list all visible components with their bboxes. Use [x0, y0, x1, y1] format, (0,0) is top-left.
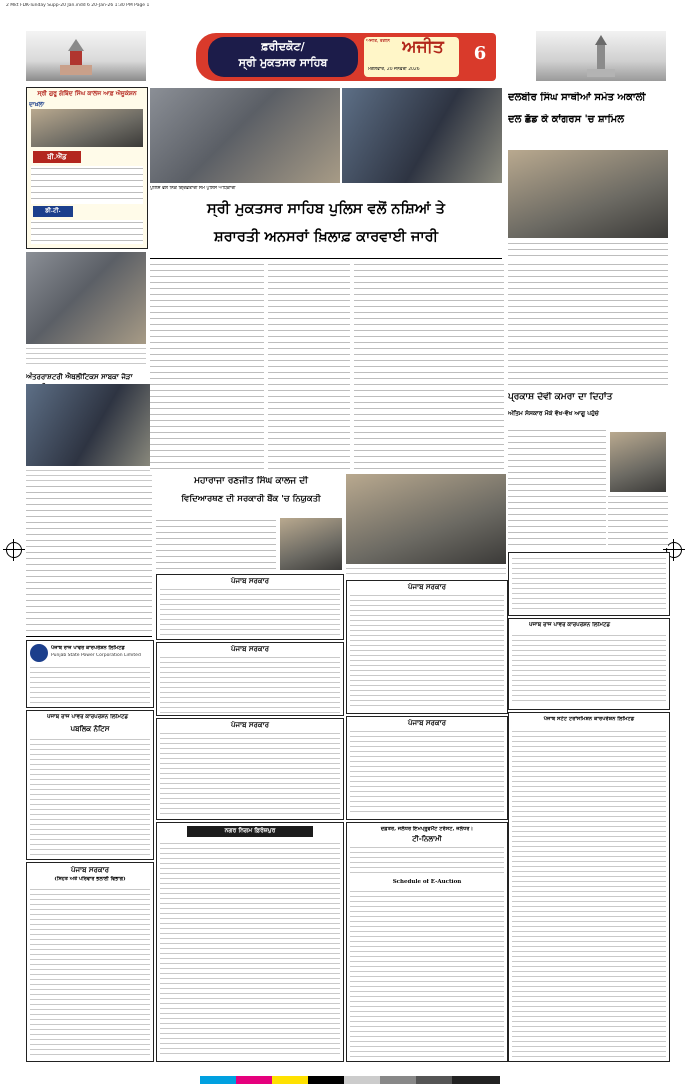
college-ad-tag: [33, 151, 81, 163]
right-photo-caption: [508, 241, 668, 257]
gurdwara-icon: [56, 37, 96, 77]
main-story-col-1: [150, 262, 264, 472]
punjab-sarkar-ad-4-body: [350, 593, 504, 709]
right-notice-ad: [508, 552, 670, 616]
punjab-sarkar-ad-1-title: ਪੰਜਾਬ ਸਰਕਾਰ: [230, 577, 269, 585]
main-headline-line-1: ਸ੍ਰੀ ਮੁਕਤਸਰ ਸਾਹਿਬ ਪੁਲਿਸ ਵਲੋਂ ਨਸ਼ਿਆਂ ਤੇ: [207, 200, 445, 217]
pstcl-ad: [508, 712, 670, 1062]
pspcl-ad-2-body: [30, 737, 150, 855]
punjab-sarkar-ad-1-body: [160, 587, 340, 637]
prakash-story-text-2: [608, 494, 668, 548]
jalandhar-ad-body-1: [350, 845, 504, 875]
police-photo-1: [150, 88, 340, 183]
college-ad-header: ਸ੍ਰੀ ਗੁਰੂ ਗੋਬਿੰਦ ਸਿੰਘ ਕਾਲਜ ਆਫ਼ ਐਜੂਕੇਸ਼ਨ: [37, 90, 137, 97]
college-headline: [156, 474, 346, 516]
jalandhar-trust-ad: [346, 822, 508, 1062]
college-ad: [26, 87, 148, 249]
main-headline-line-2: ਸ਼ਰਾਰਤੀ ਅਨਸਰਾਂ ਖ਼ਿਲਾਫ਼ ਕਾਰਵਾਈ ਜਾਰੀ: [214, 228, 438, 245]
jalandhar-ad-body-2: [350, 889, 504, 1057]
sehat-ad-sub: (ਸਿਹਤ ਅਤੇ ਪਰਿਵਾਰ ਭਲਾਈ ਵਿਭਾਗ): [54, 876, 126, 882]
college-ad-footer: [31, 220, 143, 244]
prakash-sub: ਅੰਤਿਮ ਸੰਸਕਾਰ ਮੌਕੇ ਵੱਖ-ਵੱਖ ਆਗੂ ਪਹੁੰਚੇ: [508, 410, 599, 417]
pspcl-ad-1-title: ਪੰਜਾਬ ਰਾਜ ਪਾਵਰ ਕਾਰਪੋਰੇਸ਼ਨ ਲਿਮਿਟਡ: [51, 645, 125, 651]
pstcl-title: ਪੰਜਾਬ ਸਟੇਟ ਟਰਾਂਸਮਿਸ਼ਨ ਕਾਰਪੋਰੇਸ਼ਨ ਲਿਮਿਟਡ: [543, 716, 635, 722]
nagar-nigam-title: ਨਗਰ ਨਿਗਮ ਫ਼ਿਰੋਜ਼ਪੁਰ: [224, 827, 276, 834]
left-photo-1: [26, 252, 146, 344]
pspcl-ad-1-english: Punjab State Power Corporation Limited: [51, 653, 141, 658]
masthead-city-block: [208, 37, 358, 77]
main-story-col-2: [268, 262, 350, 472]
left-photo-2: [26, 384, 152, 466]
nagar-nigam-body: [160, 841, 340, 1057]
tower-icon: [581, 35, 621, 79]
middle-right-caption: [346, 566, 506, 578]
nagar-nigam-header: [187, 826, 313, 837]
paper-name: ਅਜੀਤ: [402, 37, 444, 57]
police-photo-2: [342, 88, 502, 183]
pspcl-logo-icon: [30, 644, 48, 662]
punjab-sarkar-ad-3-title: ਪੰਜਾਬ ਸਰਕਾਰ: [230, 721, 269, 729]
punjab-sarkar-ad-2-body: [160, 655, 340, 713]
pspcl-ad-3-body: [512, 633, 666, 705]
right-story-text: [508, 262, 668, 386]
prakash-headline-block: [508, 390, 668, 426]
punjab-sarkar-ad-5-body: [350, 729, 504, 815]
punjab-sarkar-ad-5: [346, 716, 508, 820]
prakash-story-text: [508, 428, 606, 548]
print-slug: 2 Mkt FDK-Tunday Supp-20 Jan.indd 6 20-Jan-26 1:30 PM Page 1: [6, 3, 150, 8]
registration-mark-left: [6, 542, 22, 558]
punjab-sarkar-ad-3-body: [160, 731, 340, 815]
city-line-1: ਫ਼ਰੀਦਕੋਟ/: [261, 40, 305, 53]
right-headline: [508, 90, 668, 150]
paper-small-label: ਅਜੀਤ, ਰੰਗੀਨ: [366, 39, 390, 44]
sehat-ad: [26, 862, 154, 1062]
main-story-col-3: [354, 262, 504, 472]
punjab-sarkar-ad-2: [156, 642, 344, 716]
right-notice-body: [512, 556, 666, 612]
pspcl-ad-3: [508, 618, 670, 710]
masthead-date: ਮੰਗਲਵਾਰ, 20 ਜਨਵਰੀ 2026: [368, 67, 420, 72]
prakash-photo: [610, 432, 666, 492]
tender-label: ਟੀ-ਨਿਲਾਮੀ: [412, 835, 442, 843]
college-ad-photo: [31, 109, 143, 147]
schedule-title: Schedule of E-Auction: [392, 879, 462, 885]
college-ad-tag2: [33, 206, 73, 217]
pspcl-ad-3-title: ਪੰਜਾਬ ਰਾਜ ਪਾਵਰ ਕਾਰਪੋਰੇਸ਼ਨ ਲਿਮਿਟਡ: [529, 622, 611, 628]
right-headline-line-1: ਦਲਬੀਰ ਸਿੰਘ ਸਾਥੀਆਂ ਸਮੇਤ ਅਕਾਲੀ: [508, 92, 646, 103]
punjab-sarkar-ad-3: [156, 718, 344, 820]
punjab-sarkar-ad-1: [156, 574, 344, 640]
college-student-photo: [280, 518, 342, 570]
pspcl-ad-1-body: [30, 665, 150, 705]
pspcl-ad-2-title: ਪੰਜਾਬ ਰਾਜ ਪਾਵਰ ਕਾਰਪੋਰੇਸ਼ਨ ਲਿਮਿਟਡ: [47, 714, 129, 720]
left-story-text: [26, 484, 152, 634]
college-headline-line-2: ਵਿਦਿਆਰਥਣ ਦੀ ਸਰਕਾਰੀ ਬੈਂਕ 'ਚ ਨਿਯੁਕਤੀ: [181, 494, 321, 504]
nagar-nigam-ad: [156, 822, 344, 1062]
punjab-sarkar-ad-4-title: ਪੰਜਾਬ ਸਰਕਾਰ: [407, 583, 446, 591]
prakash-headline: ਪ੍ਰਕਾਸ਼ ਦੇਵੀ ਕਮਰਾ ਦਾ ਦਿਹਾਂਤ: [508, 392, 613, 402]
middle-right-photo: [346, 474, 506, 564]
college-ad-tag2-text: ਡੀ.ਟੀ.: [45, 207, 61, 214]
right-group-photo: [508, 150, 668, 238]
jalandhar-office: ਦਫ਼ਤਰ, ਜਲੰਧਰ ਇਮਪ੍ਰੂਵਮੈਂਟ ਟਰੱਸਟ, ਜਲੰਧਰ।: [380, 826, 474, 832]
page-number: 6: [473, 43, 487, 64]
pstcl-body: [512, 729, 666, 1057]
color-bar: [200, 1076, 500, 1084]
college-headline-line-1: ਮਹਾਰਾਜਾ ਰਣਜੀਤ ਸਿੰਘ ਕਾਲਜ ਦੀ: [194, 476, 308, 486]
right-headline-line-2: ਦਲ ਛੱਡ ਕੇ ਕਾਂਗਰਸ 'ਚ ਸ਼ਾਮਿਲ: [508, 114, 625, 125]
left-story-headline: ਅੰਤਰਰਾਸ਼ਟਰੀ ਐਥਲੀਟਿਕਸ ਸਾਬਕਾ ਜੋੜਾ: [26, 372, 133, 381]
city-line-2: ਸ੍ਰੀ ਮੁਕਤਸਰ ਸਾਹਿਬ: [238, 56, 328, 69]
ad-divider: [26, 636, 152, 637]
police-photo-caption: ਪੁਲਿਸ ਵਲੋਂ ਨਿੱਕ ਗ੍ਰਿਫ਼ਤਾਰੀ ਸਮੇਂ ਪੁਲਿਸ ਅਧਿਕਾਰੀ: [150, 186, 236, 191]
pspcl-ad-2: [26, 710, 154, 860]
paper-name-block: [364, 37, 459, 77]
punjab-sarkar-ad-5-title: ਪੰਜਾਬ ਸਰਕਾਰ: [407, 719, 446, 727]
college-ad-sub: ਦਾਖ਼ਲਾ: [29, 101, 45, 108]
left-photo-2-caption: [26, 468, 152, 482]
college-story-text: [156, 518, 276, 570]
college-ad-tag-text: ਬੀ.ਐੱਡ: [47, 152, 67, 161]
main-headline: [150, 196, 502, 259]
left-photo-1-caption: [26, 346, 146, 368]
pspcl-ad-1: [26, 640, 154, 708]
public-notice-title: ਪਬਲਿਕ ਨੋਟਿਸ: [70, 725, 110, 733]
masthead: [26, 31, 667, 83]
punjab-sarkar-ad-2-title: ਪੰਜਾਬ ਸਰਕਾਰ: [230, 645, 269, 653]
sehat-ad-title: ਪੰਜਾਬ ਸਰਕਾਰ: [70, 866, 109, 874]
punjab-sarkar-ad-4: [346, 580, 508, 714]
college-ad-details: [31, 166, 143, 204]
masthead-banner: [196, 33, 496, 81]
sehat-ad-body: [30, 887, 150, 1057]
